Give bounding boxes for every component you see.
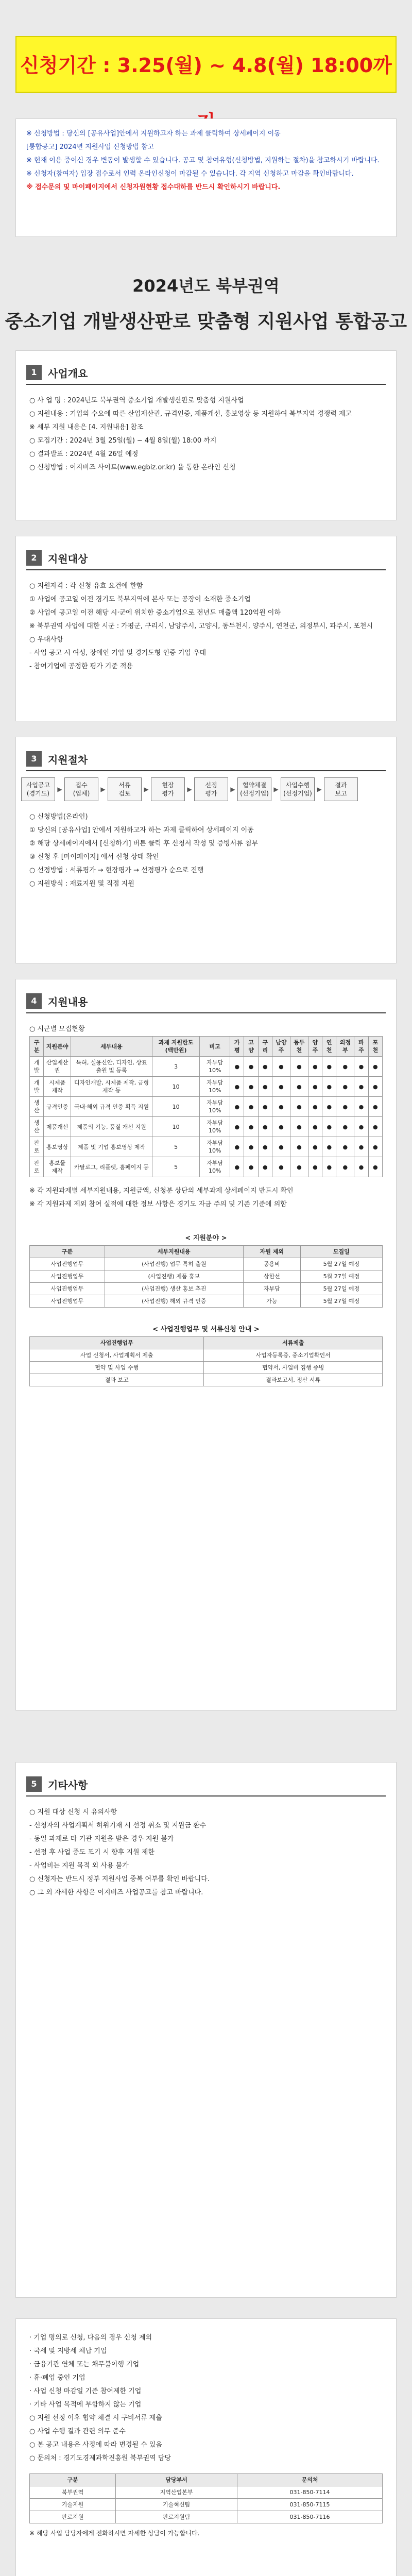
- table-cell: 생산: [30, 1117, 44, 1137]
- table-cell: ●: [322, 1117, 336, 1137]
- table-cell: ●: [272, 1137, 290, 1157]
- table-cell: ●: [230, 1157, 244, 1177]
- table-cell: ●: [258, 1137, 272, 1157]
- table-cell: ●: [290, 1057, 308, 1077]
- table-cell: ●: [368, 1077, 382, 1097]
- text-line: - 사업비는 지원 목적 외 사용 불가: [29, 1862, 129, 1870]
- table-header: 남양주: [272, 1037, 290, 1057]
- table-cell: 자부담 10%: [200, 1057, 230, 1077]
- text-line: ○ 지원 선정 이후 협약 체결 시 구비서류 제출: [29, 2414, 162, 2422]
- table-cell: ●: [272, 1057, 290, 1077]
- table-header: 동두천: [290, 1037, 308, 1057]
- table-cell: ●: [308, 1117, 322, 1137]
- table-row: [30, 1362, 383, 1374]
- table-row: [30, 2486, 383, 2499]
- table-cell: 특허, 실용신안, 디자인, 상표 출원 및 등록: [71, 1057, 152, 1077]
- section-body: [16, 1803, 396, 1903]
- table-header: 파주: [354, 1037, 368, 1057]
- text-line: - 동일 과제로 타 기관 지원을 받은 경우 지원 불가: [29, 1835, 174, 1843]
- table-cell: ●: [272, 1077, 290, 1097]
- table-row: [30, 2499, 383, 2511]
- table-cell: ●: [336, 1157, 354, 1177]
- table-cell: 기술지원: [30, 2499, 116, 2511]
- table-cell: ●: [290, 1117, 308, 1137]
- text-line: ○ 우대사항: [29, 636, 63, 643]
- table-cell: ●: [244, 1157, 258, 1177]
- table-cell: 판로: [30, 1157, 44, 1177]
- table-cell: ●: [354, 1137, 368, 1157]
- table-cell: 10: [152, 1077, 200, 1097]
- table-cell: ●: [368, 1057, 382, 1077]
- table-row: [30, 1117, 383, 1137]
- table-row: [30, 1137, 383, 1157]
- table-cell: 결과 보고: [30, 1374, 204, 1386]
- table-row: [30, 2511, 383, 2523]
- procedure-step: 사업공고 (경기도): [21, 777, 55, 801]
- text-line: - 사업 공고 시 여성, 장애인 기업 및 경기도형 인증 기업 우대: [29, 649, 207, 657]
- table-cell: ●: [244, 1057, 258, 1077]
- text-line: ※ 세부 지원 내용은 [4. 지원내용] 참조: [29, 423, 144, 431]
- arrow-icon: ▶: [317, 786, 322, 793]
- table-cell: ●: [272, 1157, 290, 1177]
- arrow-icon: ▶: [57, 786, 62, 793]
- text-line: · 사업 신청 마감일 기준 참여제한 기업: [29, 2387, 142, 2395]
- table-cell: 기술혁신팀: [116, 2499, 237, 2511]
- table-cell: ●: [258, 1077, 272, 1097]
- text-line: ○ 신청방법(온라인): [29, 813, 88, 821]
- table-cell: ●: [308, 1097, 322, 1117]
- table-cell: ●: [230, 1057, 244, 1077]
- table-cell: 자부담 10%: [200, 1137, 230, 1157]
- text-line: ○ 사업 수행 결과 관련 의무 준수: [29, 2428, 126, 2435]
- table-cell: 판로지원: [30, 2511, 116, 2523]
- notice-box: [15, 118, 397, 237]
- table-cell: 국내·해외 규격 인증 획득 지원: [71, 1097, 152, 1117]
- text-line: · 기업 명의로 신청, 다음의 경우 신청 제외: [29, 2334, 152, 2342]
- section-number: 5: [26, 1776, 42, 1792]
- arrow-icon: ▶: [273, 786, 279, 793]
- table-cell: 제품 및 기업 홍보영상 제작: [71, 1137, 152, 1157]
- text-line: · 기타 사업 목적에 부합하지 않는 기업: [29, 2401, 142, 2409]
- table-cell: 사업자등록증, 중소기업확인서: [204, 1349, 383, 1362]
- title-line1: 2024년도 북부권역: [132, 276, 280, 296]
- field-table: [29, 1245, 383, 1308]
- table-cell: 제품의 기능, 품질 개선 지원: [71, 1117, 152, 1137]
- text-line: ※ 각 지원과제별 세부지원내용, 지원금액, 신청분 상단의 세부과제 상세페이지 반드시 확인: [29, 1187, 294, 1195]
- table-cell: 사업진행업무: [30, 1283, 105, 1295]
- table-cell: ●: [244, 1077, 258, 1097]
- table-cell: 판로: [30, 1137, 44, 1157]
- text-line: ○ 지원내용 : 기업의 수요에 따른 산업재산권, 규격인증, 제품개선, 홍보영상 등 지원하여 북부지역 경쟁력 제고: [29, 410, 352, 418]
- table-row: [30, 1258, 383, 1270]
- table-cell: ●: [336, 1077, 354, 1097]
- procedure-step: 결과 보고: [324, 777, 358, 801]
- table-header: 양주: [308, 1037, 322, 1057]
- notice-line: ※ 신청방법 : 당신의 [공유사업]안에서 지원하고자 하는 과제 클릭하여 상세페이지 이동: [26, 130, 281, 138]
- table-header: 서류제출: [204, 1337, 383, 1349]
- table-cell: 031-850-7116: [237, 2511, 383, 2523]
- table-cell: ●: [354, 1157, 368, 1177]
- table-cell: 5월 27일 예정: [300, 1283, 382, 1295]
- table-cell: 시제품 제작: [44, 1077, 71, 1097]
- period-banner: [0, 36, 412, 98]
- table-cell: ●: [308, 1057, 322, 1077]
- section-support: [15, 979, 397, 1710]
- table-cell: 자부담 10%: [200, 1157, 230, 1177]
- table-cell: ●: [354, 1117, 368, 1137]
- table-cell: ●: [354, 1097, 368, 1117]
- table-cell: ●: [336, 1057, 354, 1077]
- table-cell: 자부담 10%: [200, 1117, 230, 1137]
- table-cell: 디자인개발, 시제품 제작, 금형제작 등: [71, 1077, 152, 1097]
- table-b-title: < 지원분야 >: [185, 1234, 227, 1242]
- text-line: ○ 선정방법 : 서류평가 → 현장평가 → 선정평가 순으로 진행: [29, 867, 204, 874]
- section-number: 3: [26, 751, 42, 767]
- procedure-step: 서류 검토: [108, 777, 142, 801]
- procedure-step: 현장 평가: [151, 777, 185, 801]
- section-title: 지원대상: [48, 552, 88, 565]
- arrow-icon: ▶: [144, 786, 149, 793]
- table-cell: 홍보물 제작: [44, 1157, 71, 1177]
- table-cell: 상한선: [243, 1270, 300, 1283]
- support-subtitle: ○ 시군별 모집현황: [29, 1025, 85, 1033]
- table-row: [30, 1349, 383, 1362]
- extra-body: [16, 2319, 396, 2468]
- text-line: ○ 문의처 : 경기도경제과학진흥원 북부권역 담당: [29, 2454, 171, 2462]
- table-cell: ●: [354, 1057, 368, 1077]
- table-cell: 자부담 10%: [200, 1097, 230, 1117]
- table-cell: 3: [152, 1057, 200, 1077]
- text-line: · 휴·폐업 중인 기업: [29, 2374, 85, 2382]
- table-cell: (사업진행) 해외 규격 인증: [105, 1295, 243, 1308]
- table-cell: ●: [290, 1157, 308, 1177]
- table-cell: ●: [258, 1157, 272, 1177]
- table-row: [30, 1283, 383, 1295]
- title-area: [0, 252, 412, 333]
- table-row: [30, 1057, 383, 1077]
- table-row: [30, 1157, 383, 1177]
- table-header: 사업진행업무: [30, 1337, 204, 1349]
- table-cell: ●: [272, 1117, 290, 1137]
- table-cell: 개발: [30, 1057, 44, 1077]
- table-cell: 북부권역: [30, 2486, 116, 2499]
- arrow-icon: ▶: [230, 786, 235, 793]
- table-header: 의정부: [336, 1037, 354, 1057]
- table-header: 구분: [30, 1037, 44, 1057]
- table-cell: 규격인증: [44, 1097, 71, 1117]
- section-body: [16, 577, 396, 676]
- table-cell: 자부담: [243, 1283, 300, 1295]
- section-body: [16, 391, 396, 478]
- table-header: 자원 제외: [243, 1246, 300, 1258]
- table-cell: ●: [230, 1097, 244, 1117]
- section-number: 4: [26, 993, 42, 1009]
- section-procedure: [15, 737, 397, 963]
- table-cell: (사업진행) 제품 홍보: [105, 1270, 243, 1283]
- contact-table: [29, 2473, 383, 2523]
- table-cell: 카탈로그, 리플렛, 홈페이지 등: [71, 1157, 152, 1177]
- notice-line: ※ 신청자(참여자) 입장 접수로서 인력 온라인신청이 마감될 수 있습니다. 각 지역 신청하고 마감을 확인바랍니다.: [26, 170, 354, 178]
- table-cell: ●: [336, 1137, 354, 1157]
- text-line: ② 해당 상세페이지에서 [신청하기] 버튼 클릭 후 신청서 작성 및 증빙서류 첨부: [29, 840, 258, 848]
- table-header: 모집일: [300, 1246, 382, 1258]
- table-cell: ●: [322, 1157, 336, 1177]
- text-line: ○ 신청방법 : 이지비즈 사이트(www.egbiz.or.kr) 을 통한 온라인 신청: [29, 464, 236, 471]
- section-title: 지원절차: [48, 753, 88, 766]
- contact-note: ※ 해당 사업 담당자에게 전화하시면 자세한 상담이 가능합니다.: [29, 2530, 200, 2537]
- table-row: [30, 1374, 383, 1386]
- table-header: 과제 지원한도(백만원): [152, 1037, 200, 1057]
- procedure-step: 협약체결 (선정기업): [237, 777, 271, 801]
- table-cell: 사업진행업무: [30, 1258, 105, 1270]
- table-cell: ●: [368, 1157, 382, 1177]
- text-line: ○ 지원 대상 신청 시 유의사항: [29, 1808, 117, 1816]
- table-cell: 031-850-7115: [237, 2499, 383, 2511]
- table-cell: ●: [244, 1137, 258, 1157]
- notice-line: ※ 접수문의 및 마이페이지에서 신청자원현황 접수대하를 반드시 확인하시기 바랍니다.: [26, 183, 281, 191]
- table-cell: 5: [152, 1137, 200, 1157]
- table-header: 포천: [368, 1037, 382, 1057]
- text-line: - 신청자의 사업계획서 허위기재 시 선정 취소 및 지원금 환수: [29, 1822, 207, 1829]
- table-header: 구리: [258, 1037, 272, 1057]
- table-c-title: < 사업진행업무 및 서류신청 안내 >: [152, 1326, 260, 1333]
- text-line: ○ 지원방식 : 재료지원 및 직접 지원: [29, 880, 134, 888]
- text-line: · 국세 및 지방세 체납 기업: [29, 2347, 107, 2355]
- section-number: 2: [26, 550, 42, 566]
- table-row: [30, 1077, 383, 1097]
- procedure-flow: [21, 777, 391, 801]
- text-line: - 참여기업에 공정한 평가 기준 적용: [29, 663, 133, 670]
- section-body: [16, 807, 396, 894]
- period-box: [15, 36, 397, 93]
- table-cell: ●: [230, 1117, 244, 1137]
- section-overview: [15, 350, 397, 520]
- table-cell: ●: [308, 1077, 322, 1097]
- table-header: 문의처: [237, 2474, 383, 2486]
- procedure-step: 사업수행 (선정기업): [281, 777, 315, 801]
- table-header: 구분: [30, 1246, 105, 1258]
- table-cell: ●: [336, 1117, 354, 1137]
- table-cell: 10: [152, 1097, 200, 1117]
- table-cell: 공용비: [243, 1258, 300, 1270]
- arrow-icon: ▶: [100, 786, 106, 793]
- table-cell: 판로지원팀: [116, 2511, 237, 2523]
- table-cell: 5: [152, 1157, 200, 1177]
- table-cell: 제품개선: [44, 1117, 71, 1137]
- table-cell: ●: [322, 1137, 336, 1157]
- text-line: ○ 사 업 명 : 2024년도 북부권역 중소기업 개발생산판로 맞춤형 지원사업: [29, 397, 244, 404]
- table-cell: ●: [322, 1097, 336, 1117]
- text-line: ○ 지원자격 : 각 신청 유효 요건에 한함: [29, 582, 143, 590]
- text-line: · 금융기관 연체 또는 채무불이행 기업: [29, 2361, 140, 2368]
- section-title: 지원내용: [48, 995, 88, 1008]
- table-cell: (사업진행) 생산 홍보 추진: [105, 1283, 243, 1295]
- text-line: ① 당신의 [공유사업] 안에서 지원하고자 하는 과제 클릭하여 상세페이지 이동: [29, 826, 254, 834]
- section-eligibility: [15, 536, 397, 721]
- table-cell: 개발: [30, 1077, 44, 1097]
- table-cell: ●: [322, 1057, 336, 1077]
- table-header: 연천: [322, 1037, 336, 1057]
- table-cell: ●: [368, 1097, 382, 1117]
- notice-line: ※ 현재 이용 중이신 경우 변동이 발생할 수 있습니다. 공고 및 참여유형(신청방법, 지원하는 절차)을 참고하시기 바랍니다.: [26, 157, 380, 164]
- text-line: ○ 모집기간 : 2024년 3월 25일(월) ~ 4월 8일(월) 18:00 까지: [29, 437, 217, 445]
- table-cell: (사업진행) 업무 특허 출원: [105, 1258, 243, 1270]
- notice-line: [통합공고] 2024년 지원사업 신청방법 참고: [26, 143, 154, 151]
- table-cell: ●: [290, 1137, 308, 1157]
- table-cell: ●: [258, 1057, 272, 1077]
- text-line: ※ 각 지원과제 제외 참여 실적에 대한 정보 사항은 경기도 자금 주의 및 기존 기준에 의함: [29, 1200, 287, 1208]
- table-cell: ●: [368, 1137, 382, 1157]
- text-line: ① 사업에 공고일 이전 경기도 북부지역에 본사 또는 공장이 소재한 중소기업: [29, 596, 251, 603]
- table-row: [30, 1270, 383, 1283]
- text-line: ② 사업에 공고일 이전 해당 시·군에 위치한 중소기업으로 전년도 매출액 120억원 이하: [29, 609, 281, 617]
- section-extra: [15, 2318, 397, 2576]
- table-cell: ●: [290, 1077, 308, 1097]
- text-line: ○ 신청자는 반드시 정부 지원사업 중복 여부를 확인 바랍니다.: [29, 1875, 210, 1883]
- section-number: 1: [26, 365, 42, 380]
- title-line2: 중소기업 개발생산판로 맞춤형 지원사업 통합공고: [5, 311, 407, 332]
- table-cell: 5월 27일 예정: [300, 1270, 382, 1283]
- table-header: 세부지원내용: [105, 1246, 243, 1258]
- table-header: 비고: [200, 1037, 230, 1057]
- table-cell: 홍보영상: [44, 1137, 71, 1157]
- section-other: [15, 1762, 397, 2298]
- table-cell: ●: [272, 1097, 290, 1117]
- table-cell: ●: [308, 1157, 322, 1177]
- section-title: 기타사항: [48, 1778, 88, 1791]
- period-label: 신청기간 : 3.25(월) ~ 4.8(월) 18:00까: [20, 54, 392, 77]
- text-line: ※ 북부권역 사업에 대한 시군 : 가평군, 구리시, 남양주시, 고양시, 동두천시, 양주시, 연천군, 의정부시, 파주시, 포천시: [29, 622, 373, 630]
- procedure-step: 선정 평가: [194, 777, 228, 801]
- table-cell: ●: [244, 1117, 258, 1137]
- table-header: 지원분야: [44, 1037, 71, 1057]
- table-cell: ●: [322, 1077, 336, 1097]
- table-cell: ●: [230, 1077, 244, 1097]
- table-cell: 사업 신청서, 사업계획서 제출: [30, 1349, 204, 1362]
- table-row: [30, 1295, 383, 1308]
- table-header: 고양: [244, 1037, 258, 1057]
- table-header: 세부내용: [71, 1037, 152, 1057]
- table-cell: 협약 및 사업 수행: [30, 1362, 204, 1374]
- text-line: ○ 결과발표 : 2024년 4월 26일 예정: [29, 450, 139, 458]
- table-cell: 031-850-7114: [237, 2486, 383, 2499]
- text-line: - 선정 후 사업 중도 포기 시 향후 지원 제한: [29, 1849, 154, 1856]
- table-cell: 자부담 10%: [200, 1077, 230, 1097]
- support-notes: [29, 1184, 383, 1211]
- table-cell: ●: [308, 1137, 322, 1157]
- table-cell: 생산: [30, 1097, 44, 1117]
- procedure-step: 접수 (업체): [64, 777, 98, 801]
- table-cell: ●: [258, 1097, 272, 1117]
- table-cell: ●: [290, 1097, 308, 1117]
- table-cell: 5월 27일 예정: [300, 1258, 382, 1270]
- table-cell: ●: [244, 1097, 258, 1117]
- table-cell: ●: [368, 1117, 382, 1137]
- table-header: 담당부서: [116, 2474, 237, 2486]
- text-line: ○ 그 외 자세한 사항은 이지비즈 사업공고를 참고 바랍니다.: [29, 1889, 203, 1896]
- support-table: [29, 1036, 383, 1177]
- arrow-icon: ▶: [187, 786, 192, 793]
- text-line: ○ 본 공고 내용은 사정에 따라 변경될 수 있음: [29, 2441, 162, 2449]
- process-table: [29, 1336, 383, 1386]
- section-title: 사업개요: [48, 367, 88, 380]
- table-header: 가평: [230, 1037, 244, 1057]
- table-cell: 5월 27일 예정: [300, 1295, 382, 1308]
- table-cell: ●: [336, 1097, 354, 1117]
- table-cell: 지역산업본부: [116, 2486, 237, 2499]
- table-cell: ●: [258, 1117, 272, 1137]
- table-cell: 사업진행업무: [30, 1270, 105, 1283]
- table-cell: ●: [230, 1137, 244, 1157]
- table-cell: ●: [354, 1077, 368, 1097]
- table-cell: 산업재산권: [44, 1057, 71, 1077]
- table-row: [30, 1097, 383, 1117]
- text-line: ③ 신청 후 [마이페이지] 에서 신청 상태 확인: [29, 853, 159, 861]
- table-cell: 협약서, 사업비 집행 증빙: [204, 1362, 383, 1374]
- table-cell: 가능: [243, 1295, 300, 1308]
- table-cell: 결과보고서, 정산 서류: [204, 1374, 383, 1386]
- table-header: 구분: [30, 2474, 116, 2486]
- table-cell: 10: [152, 1117, 200, 1137]
- table-cell: 사업진행업무: [30, 1295, 105, 1308]
